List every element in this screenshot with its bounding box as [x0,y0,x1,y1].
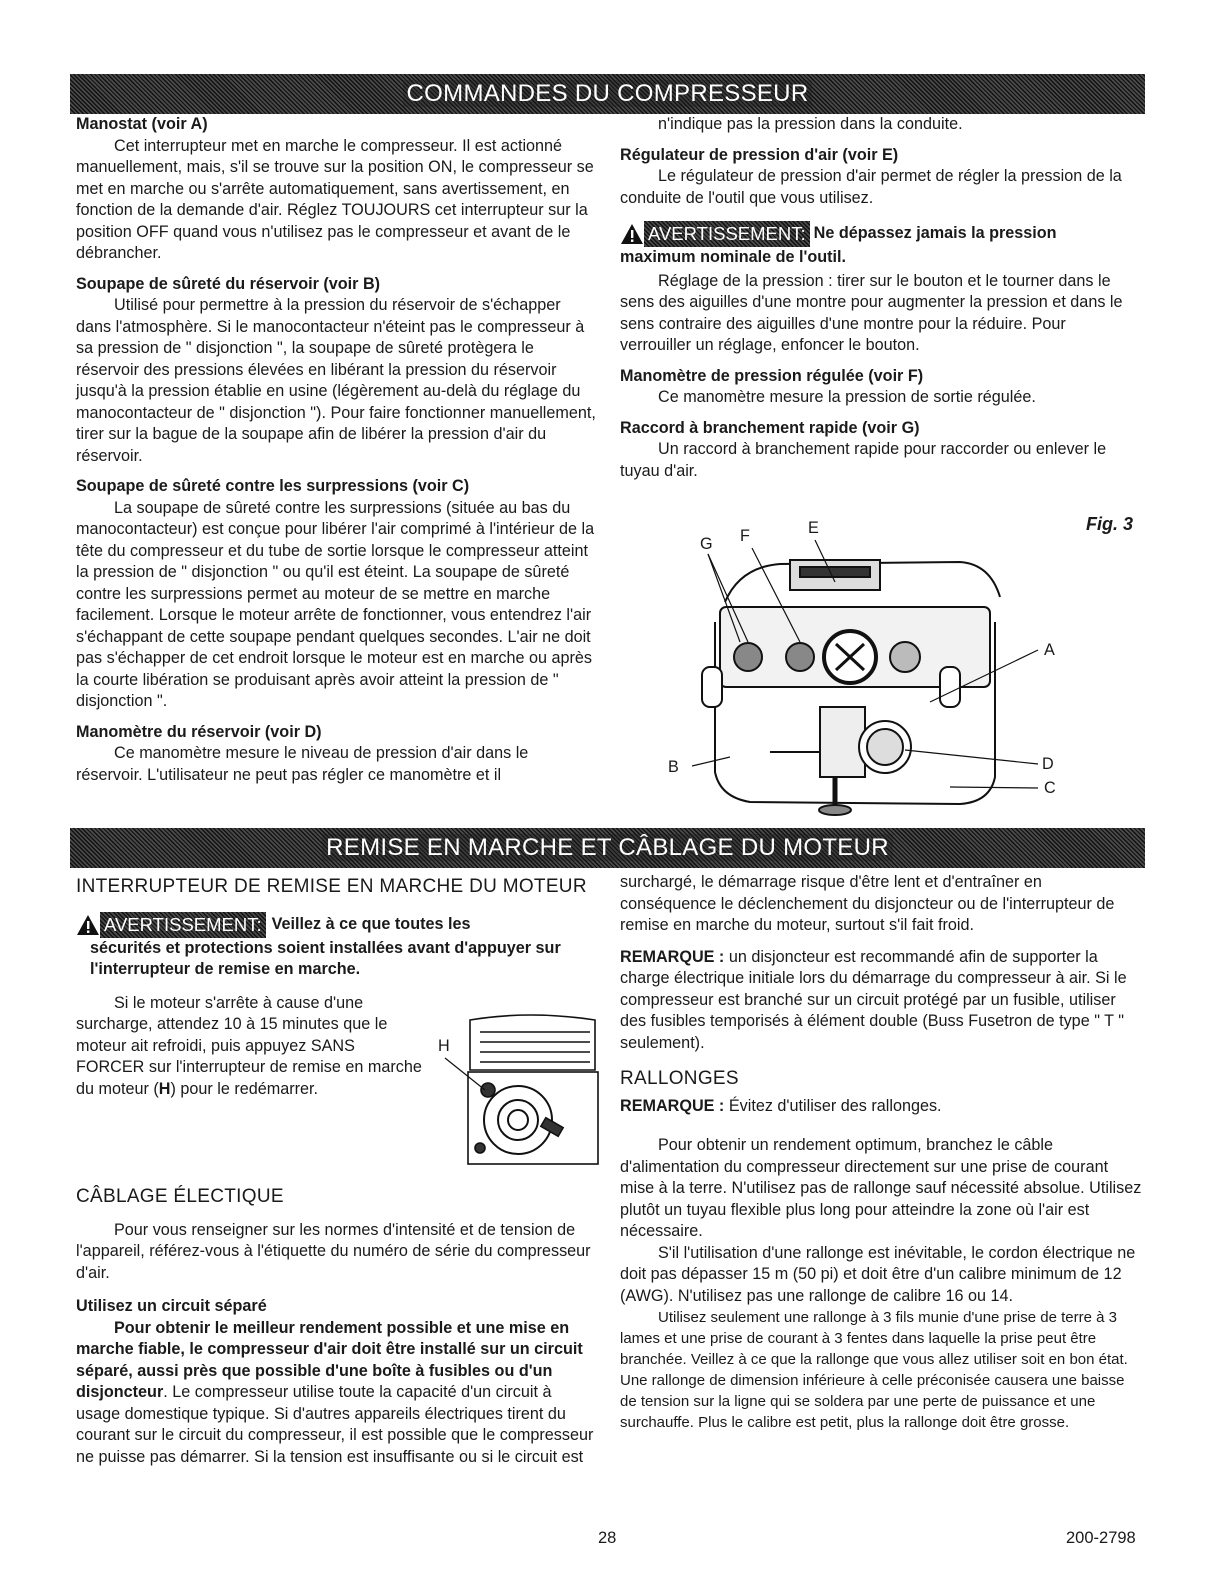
surcharge-text: Si le moteur s'arrête à cause d'une surcharge, attendez 10 à 15 minutes que le moteur ait refroidi, puis appuyez SANS FORCER sur l'interrupteur de remise en marche du moteur (H) pour le redémarrer. [76,993,422,1098]
warning-text-b: sécurités et protections soient installées avant d'appuyer sur l'interrupteur de remise en marche. [90,938,561,978]
figure-caption: Fig. 3 [1086,514,1134,534]
rallonges-paragraph-2: S'il l'utilisation d'une rallonge est inévitable, le cordon électrique ne doit pas dépasser 15 m (50 pi) et doit être d'un calibre minimum de 12 (AWG). N'utilisez pas une rallonge de calibre 16 ou 14. [620,1243,1136,1305]
manostat-title: Manostat (voir A) [76,115,208,133]
cablage-text: Pour vous renseigner sur les normes d'intensité et de tension de l'appareil, référez-vous à l'étiquette du numéro de série du compresseur d'air. [76,1220,591,1282]
label-a: A [1044,641,1055,659]
manometre-regule-title: Manomètre de pression régulée (voir F) [620,366,924,385]
warning-triangle-icon [620,223,644,245]
section-banner-remise-en-marche: REMISE EN MARCHE ET CÂBLAGE DU MOTEUR [70,828,1145,868]
label-c: C [1044,779,1056,797]
manometre-regule-text: Ce manomètre mesure la pression de sortie régulée. [658,388,1036,406]
figure-3 [660,512,1150,822]
motor-illustration [430,1010,600,1170]
remarque-rallonges: REMARQUE : Évitez d'utiliser des rallonges. [620,1096,942,1115]
soupape-reservoir-text: Utilisé pour permettre à la pression du réservoir de s'échapper dans l'atmosphère. Si le manocontacteur n'éteint pas le compresseur à sa pression de " disjonction ", la soupape de sûreté protègera le réservoir des pressions élevées en libérant la pression du réservoir jusqu'à la pression établie en usine (légèrement au-delà du réglage du manocontacteur de " disjonction "). Pour faire fonctionner manuellement, tirer sur la bague de la soupape afin de libérer la pression d'air du réservoir. [76,296,596,465]
left-column-cablage [76,1186,598,1468]
raccord-title: Raccord à branchement rapide (voir G) [620,418,920,437]
warning-text-b: maximum nominale de l'outil. [620,248,847,266]
label-g: G [700,535,713,553]
label-h: H [438,1037,450,1055]
warning-text-a: Veillez à ce que toutes les [271,914,471,933]
rallonges-heading: RALLONGES [620,1068,739,1089]
label-e: E [808,519,819,537]
soupape-reservoir-title: Soupape de sûreté du réservoir (voir B) [76,274,381,293]
remarque-disjoncteur: REMARQUE : un disjoncteur est recommandé afin de supporter la charge électrique initiale lors du démarrage du compresseur à air. Si le compresseur est branché sur un circuit protégé par un fusible, utiliser des fusibles temporisés à élément double (Buss Fusetron de type " T " seulement). [620,947,1127,1052]
motor-illustration-block [430,1010,600,1170]
soupape-surpression-title: Soupape de sûreté contre les surpressions (voir C) [76,477,470,495]
regulateur-text: Le régulateur de pression d'air permet de régler la pression de la conduite de l'outil que vous utilisez. [620,167,1122,207]
manometre-reservoir-title: Manomètre du réservoir (voir D) [76,722,322,741]
rallonges-paragraph-1: Pour obtenir un rendement optimum, branchez le câble d'alimentation du compresseur directement sur une prise de courant mise à la terre. N'utilisez pas de rallonge sauf nécessité absolue. Utilisez plutôt un tuyau flexible plus long pour atteindre la zone où l'air est nécessaire. [620,1136,1142,1240]
warning-label: AVERTISSEMENT: [644,221,810,247]
manostat-text: Cet interrupteur met en marche le compresseur. Il est actionné manuellement, mais, s'il se trouve sur la position ON, le compresseur se met en marche ou s'arrête automatiquement, sans avertissement, en fonction de la demande d'air. Réglez TOUJOURS cet interrupteur sur la position OFF quand vous n'utilisez pas le compresseur et avant de le débrancher. [76,136,594,262]
label-b: B [668,758,679,776]
interrupteur-heading: INTERRUPTEUR DE REMISE EN MARCHE DU MOTEUR [76,876,587,897]
label-d: D [1042,755,1054,773]
regulateur-title: Régulateur de pression d'air (voir E) [620,145,899,164]
warning-text-a: Ne dépassez jamais la pression [813,224,1057,243]
circuit-text: Pour obtenir le meilleur rendement possible et une mise en marche fiable, le compresseur d'air doit être installé sur un circuit séparé, aussi près que possible d'une boîte à fusibles ou d'un disjoncteur. Le compresseur utilise toute la capacité d'un circuit à usage domestique typique. Si d'autres appareils électriques tirent du courant sur le circuit du compresseur, il est possible que le compresseur ne puisse pas démarrer. Si la tension est insuffisante ou si le circuit est [76,1318,594,1466]
soupape-surpression-text: La soupape de sûreté contre les surpressions (située au bas du manocontacteur) est conçue pour libérer l'air comprimé à l'intérieur de la tête du compresseur et du tube de sortie lorsque le compresseur atteint la pression de " disjonction " ou qu'il est éteint. La soupape de sûreté contre les surpressions permet au moteur de se mettre en marche facilement. Lorsque le moteur arrête de fonctionner, vous entendrez l'air s'échappant de cette soupape pendant quelques secondes. L'air ne doit pas s'échapper de cet endroit lorsque le moteur est en marche ou après la courte libération se produisant après avoir atteint la pression de " disjonction ". [76,498,595,710]
warning-block-pression [620,221,1140,269]
raccord-text: Un raccord à branchement rapide pour raccorder ou enlever le tuyau d'air. [620,440,1107,480]
label-f: F [740,527,750,545]
right-column-remise [620,872,1142,1433]
rallonges-paragraph-3: Utilisez seulement une rallonge à 3 fils munie d'une prise de terre à 3 lames et une prise de courant à 3 fentes dans laquelle la prise peut être branchée. Veillez à ce que la rallonge que vous allez utiliser soit en bon état. Une rallonge de dimension inférieure à celle préconisée causera une baisse de tension sur la ligne qui se soldera par une perte de puissance et une surchauffe. Plus le calibre est petit, plus la rallonge doit être grosse. [620,1309,1128,1431]
warning-block-securites [76,912,598,981]
circuit-title: Utilisez un circuit séparé [76,1297,267,1315]
document-number: 200-2798 [1066,1529,1136,1547]
manometre-reservoir-text: Ce manomètre mesure le niveau de pression d'air dans le réservoir. L'utilisateur ne peut pas régler ce manomètre et il [76,744,529,784]
section-banner-commandes: COMMANDES DU COMPRESSEUR [70,74,1145,114]
warning-triangle-icon [76,914,100,936]
continuation-text-2: surchargé, le démarrage risque d'être lent et d'entraîner en conséquence le déclenchement du disjoncteur ou de l'interrupteur de remise en marche du moteur, surtout s'il fait froid. [620,873,1115,934]
reglage-text: Réglage de la pression : tirer sur le bouton et le tourner dans le sens des aiguilles d'une montre pour augmenter la pression et dans le sens contraire des aiguilles d'une montre pour la réduire. Pour verrouiller un réglage, enfoncer le bouton. [620,271,1123,354]
page-number: 28 [598,1529,617,1547]
continuation-text: n'indique pas la pression dans la conduite. [658,115,963,133]
right-column-commandes [620,114,1140,482]
left-column-commandes [76,114,596,786]
warning-label: AVERTISSEMENT: [100,912,266,938]
compressor-illustration [660,512,1150,822]
cablage-heading: CÂBLAGE ÉLECTIQUE [76,1186,284,1207]
